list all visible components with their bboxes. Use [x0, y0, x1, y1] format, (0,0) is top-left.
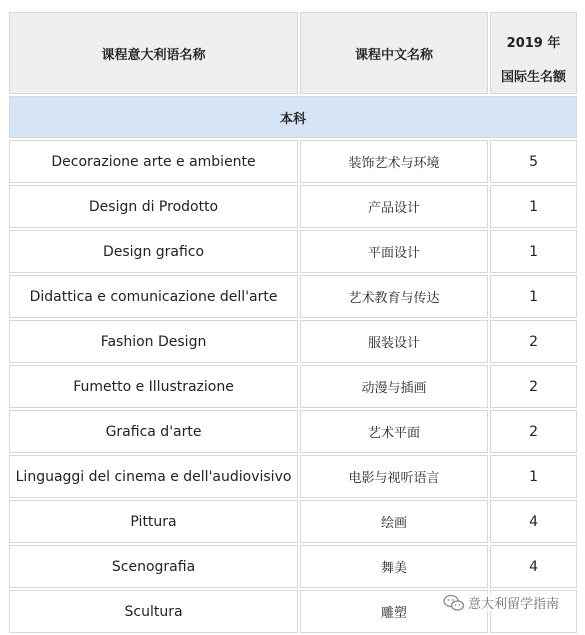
course-italian: Linguaggi del cinema e dell'audiovisivo [9, 455, 298, 498]
section-label: 本科 [9, 96, 577, 138]
course-italian: Design di Prodotto [9, 185, 298, 228]
header-quota [490, 12, 577, 94]
wechat-icon [443, 594, 465, 612]
table-row [9, 320, 577, 363]
header-italian-name: 课程意大利语名称 [9, 12, 298, 94]
course-italian: Fumetto e Illustrazione [9, 365, 298, 408]
course-chinese: 艺术平面 [300, 410, 488, 453]
course-chinese: 服装设计 [300, 320, 488, 363]
header-quota-label: 国际生名额 [501, 69, 567, 85]
course-chinese: 产品设计 [300, 185, 488, 228]
header-quota-year: 2019 年 [506, 35, 561, 51]
course-italian: Pittura [9, 500, 298, 543]
course-italian: Fashion Design [9, 320, 298, 363]
course-italian: Scultura [9, 590, 298, 633]
course-chinese: 雕塑 [300, 590, 488, 633]
course-chinese: 艺术教育与传达 [300, 275, 488, 318]
course-italian: Design grafico [9, 230, 298, 273]
table-row [9, 365, 577, 408]
course-quota: 1 [490, 455, 577, 498]
course-italian: Grafica d'arte [9, 410, 298, 453]
course-quota: 5 [490, 140, 577, 183]
course-chinese: 舞美 [300, 545, 488, 588]
course-chinese: 绘画 [300, 500, 488, 543]
table-row [9, 455, 577, 498]
watermark [443, 593, 559, 612]
course-italian: Decorazione arte e ambiente [9, 140, 298, 183]
table-header-row [9, 12, 577, 94]
course-quota: 4 [490, 500, 577, 543]
course-chinese: 电影与视听语言 [300, 455, 488, 498]
table-row [9, 275, 577, 318]
course-chinese: 动漫与插画 [300, 365, 488, 408]
course-quota: 2 [490, 320, 577, 363]
course-chinese: 平面设计 [300, 230, 488, 273]
course-quota: 2 [490, 365, 577, 408]
table-row [9, 500, 577, 543]
course-chinese: 装饰艺术与环境 [300, 140, 488, 183]
table-row [9, 545, 577, 588]
course-quota: 1 [490, 275, 577, 318]
courses-table [7, 10, 579, 635]
course-quota: 1 [490, 185, 577, 228]
course-quota: 2 [490, 410, 577, 453]
table-row [9, 230, 577, 273]
table-row [9, 140, 577, 183]
course-italian: Scenografia [9, 545, 298, 588]
watermark-text: 意大利留学指南 [467, 597, 559, 612]
course-italian: Didattica e comunicazione dell'arte [9, 275, 298, 318]
table-row [9, 185, 577, 228]
course-quota: 4 [490, 545, 577, 588]
section-row [9, 96, 577, 138]
header-chinese-name: 课程中文名称 [300, 12, 488, 94]
table-row [9, 410, 577, 453]
course-quota: 1 [490, 230, 577, 273]
